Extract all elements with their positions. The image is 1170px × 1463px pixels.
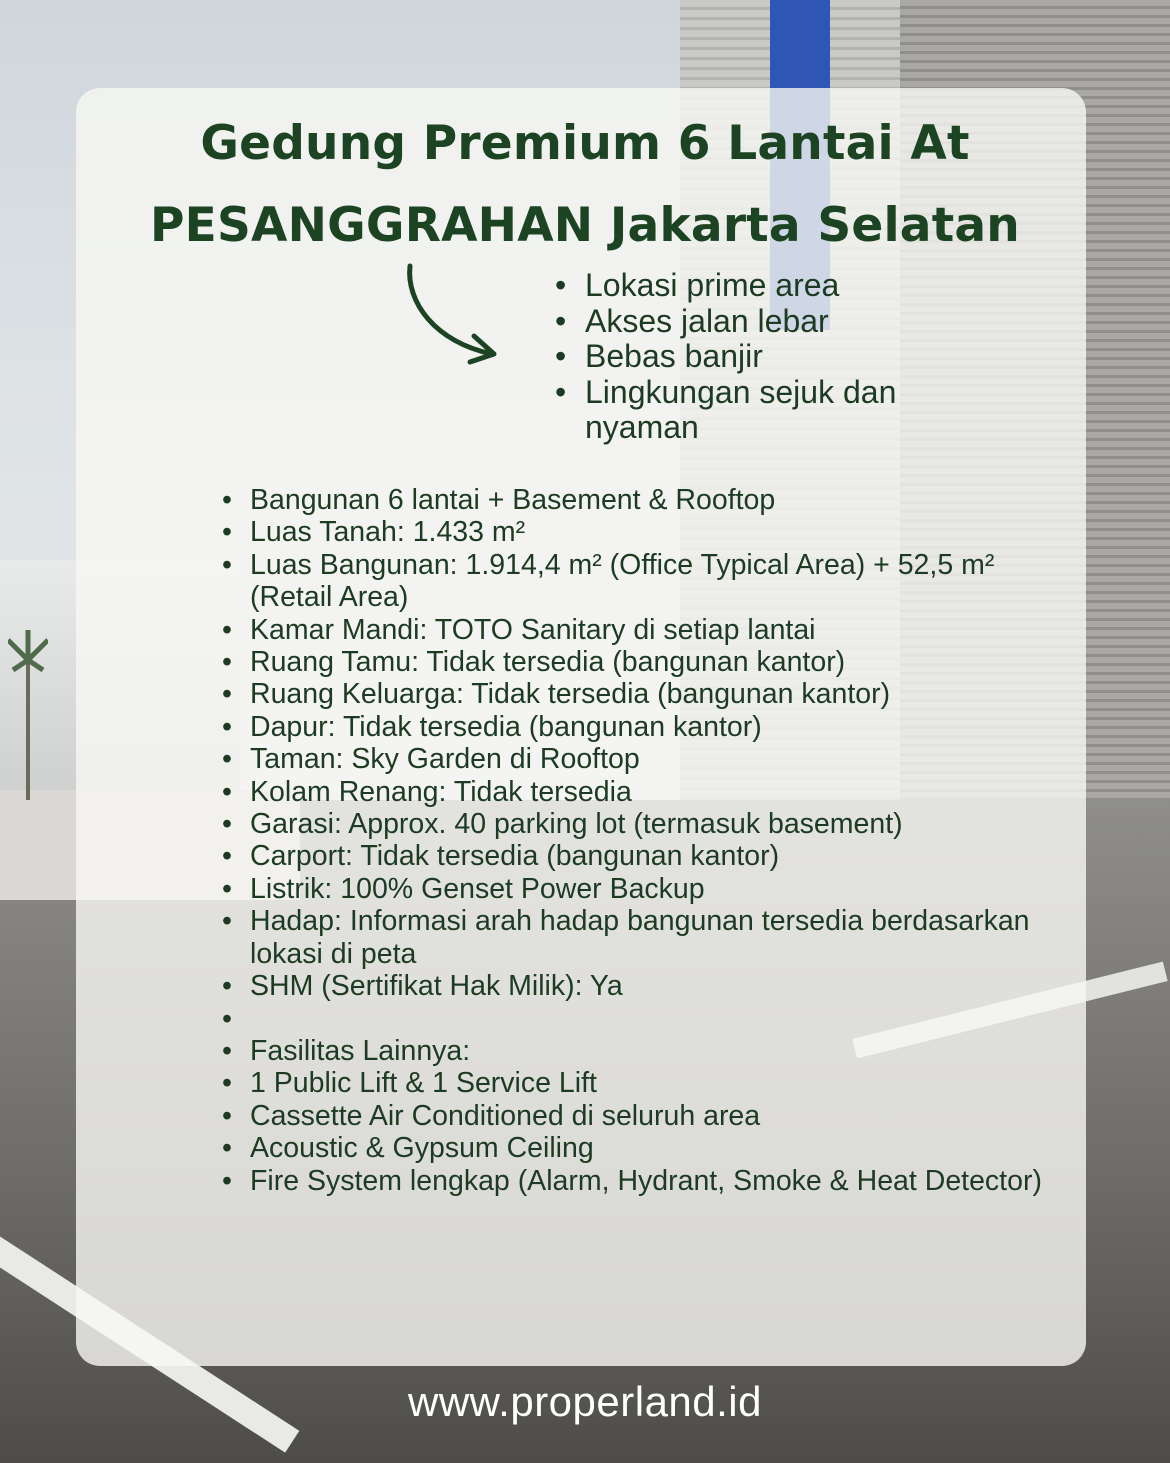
spec-item: • Ruang Tamu: Tidak tersedia (bangunan kantor) <box>222 646 1042 678</box>
page-title <box>0 103 1170 267</box>
spec-item: • Kamar Mandi: TOTO Sanitary di setiap lantai <box>222 614 1042 646</box>
spec-item: • Cassette Air Conditioned di seluruh area <box>222 1100 1042 1132</box>
title-line-1: Gedung Premium 6 Lantai At <box>200 116 970 171</box>
spec-item: • Dapur: Tidak tersedia (bangunan kantor) <box>222 711 1042 743</box>
spec-item: • Bangunan 6 lantai + Basement & Rooftop <box>222 484 1042 516</box>
spec-item: • Luas Tanah: 1.433 m² <box>222 516 1042 548</box>
website-url: www.properland.id <box>407 1378 762 1425</box>
spec-item: • Acoustic & Gypsum Ceiling <box>222 1132 1042 1164</box>
spec-item: • Hadap: Informasi arah hadap bangunan tersedia berdasarkan lokasi di peta <box>222 905 1042 970</box>
specs-list <box>222 484 1042 1197</box>
highlight-item: • Lingkungan sejuk dan nyaman <box>555 375 975 446</box>
spec-item: • Garasi: Approx. 40 parking lot (termasuk basement) <box>222 808 1042 840</box>
spec-item-empty <box>222 1003 1042 1035</box>
curved-arrow-icon <box>400 262 510 372</box>
spec-item: • Luas Bangunan: 1.914,4 m² (Office Typical Area) + 52,5 m² (Retail Area) <box>222 549 1042 614</box>
spec-item: • SHM (Sertifikat Hak Milik): Ya <box>222 970 1042 1002</box>
spec-item: • Listrik: 100% Genset Power Backup <box>222 873 1042 905</box>
spec-section-heading: • Fasilitas Lainnya: <box>222 1035 1042 1067</box>
spec-item: • Taman: Sky Garden di Rooftop <box>222 743 1042 775</box>
highlight-item: • Lokasi prime area <box>555 268 975 304</box>
title-line-2: PESANGGRAHAN Jakarta Selatan <box>150 198 1020 253</box>
palm-tree-icon <box>8 600 48 800</box>
spec-item: • Carport: Tidak tersedia (bangunan kantor) <box>222 840 1042 872</box>
highlights-list <box>555 268 975 446</box>
highlight-item: • Akses jalan lebar <box>555 304 975 340</box>
spec-item: • Fire System lengkap (Alarm, Hydrant, Smoke & Heat Detector) <box>222 1165 1042 1197</box>
highlight-item: • Bebas banjir <box>555 339 975 375</box>
spec-item: • Kolam Renang: Tidak tersedia <box>222 776 1042 808</box>
spec-item: • 1 Public Lift & 1 Service Lift <box>222 1067 1042 1099</box>
spec-item: • Ruang Keluarga: Tidak tersedia (bangunan kantor) <box>222 678 1042 710</box>
